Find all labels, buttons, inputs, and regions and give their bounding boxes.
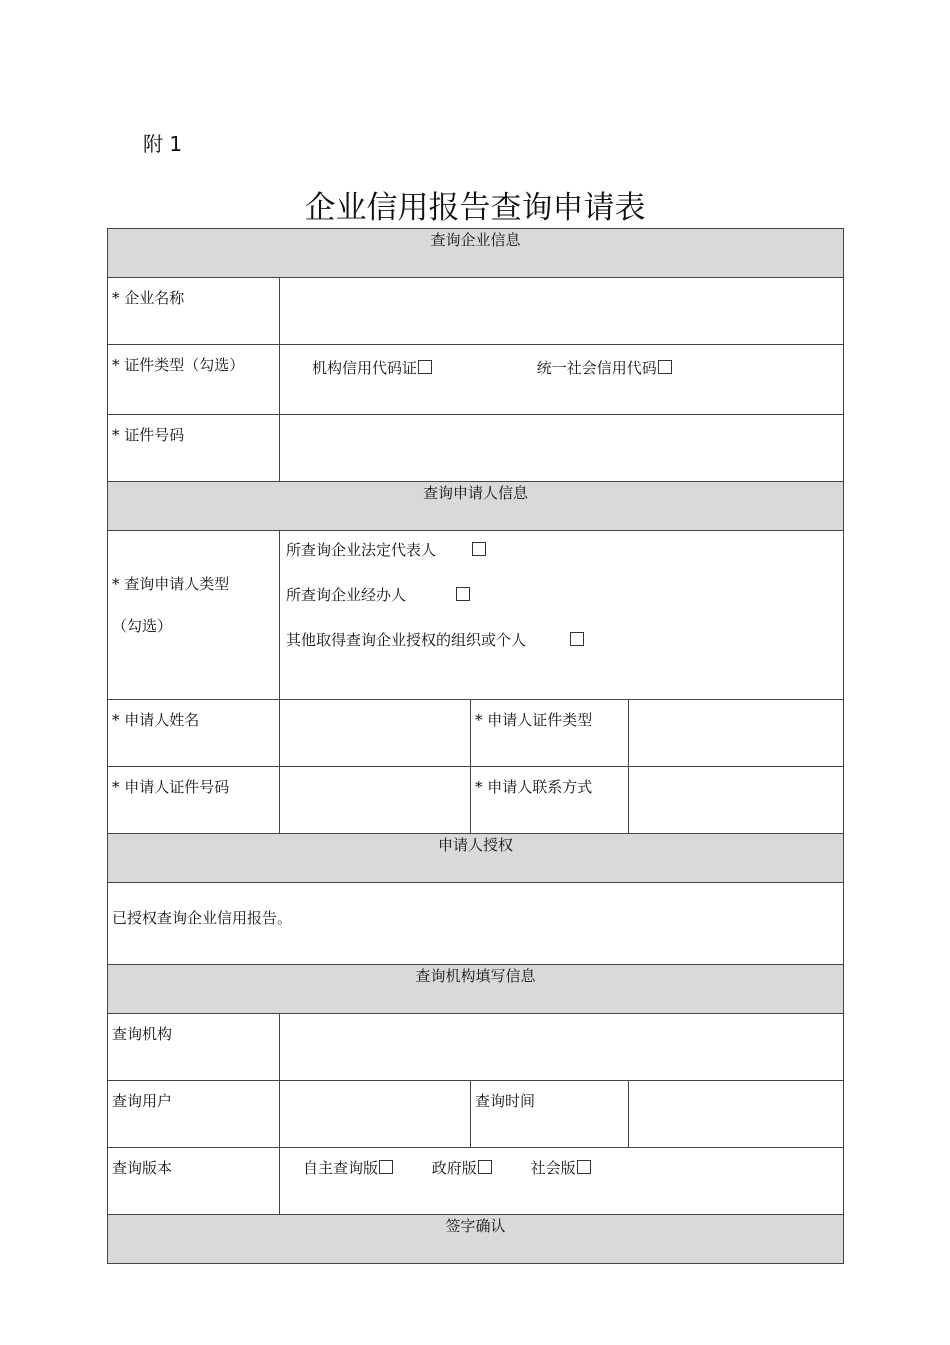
id-number-field[interactable] xyxy=(280,415,844,482)
checkbox-icon[interactable] xyxy=(379,1160,393,1174)
section-authorization xyxy=(108,834,844,883)
row-id-number xyxy=(108,415,844,482)
section-applicant xyxy=(108,482,844,531)
query-time-label: 查询时间 xyxy=(471,1081,629,1148)
id-type-options xyxy=(280,345,844,415)
checkbox-icon[interactable] xyxy=(472,542,486,556)
page-title: 企业信用报告查询申请表 xyxy=(304,190,646,226)
id-type-option-org-code[interactable]: 机构信用代码证 xyxy=(312,357,432,378)
enterprise-name-label: * 企业名称 xyxy=(108,278,280,345)
row-authorization xyxy=(108,883,844,965)
checkbox-icon[interactable] xyxy=(577,1160,591,1174)
query-version-options xyxy=(280,1148,844,1215)
id-type-label: * 证件类型（勾选） xyxy=(108,345,280,415)
section-institution xyxy=(108,965,844,1014)
row-applicant-type xyxy=(108,531,844,700)
query-user-field[interactable] xyxy=(280,1081,471,1148)
applicant-type-option-authorized[interactable]: 其他取得查询企业授权的组织或个人 xyxy=(286,627,843,672)
query-org-label: 查询机构 xyxy=(108,1014,280,1081)
section-header: 查询申请人信息 xyxy=(108,482,844,531)
applicant-contact-field[interactable] xyxy=(629,767,844,834)
row-query-org xyxy=(108,1014,844,1081)
version-option-self[interactable]: 自主查询版 xyxy=(303,1157,393,1178)
application-form xyxy=(107,228,844,1264)
checkbox-icon[interactable] xyxy=(570,632,584,646)
query-user-label: 查询用户 xyxy=(108,1081,280,1148)
row-id-type xyxy=(108,345,844,415)
section-header: 查询机构填写信息 xyxy=(108,965,844,1014)
id-number-label: * 证件号码 xyxy=(108,415,280,482)
version-option-social[interactable]: 社会版 xyxy=(531,1157,591,1178)
authorization-text: 已授权查询企业信用报告。 xyxy=(108,883,844,965)
row-query-user xyxy=(108,1081,844,1148)
applicant-cert-number-label: * 申请人证件号码 xyxy=(108,767,280,834)
applicant-name-field[interactable] xyxy=(280,700,471,767)
query-org-field[interactable] xyxy=(280,1014,844,1081)
id-type-option-social-code[interactable]: 统一社会信用代码 xyxy=(537,357,672,378)
checkbox-icon[interactable] xyxy=(456,587,470,601)
checkbox-icon[interactable] xyxy=(418,360,432,374)
enterprise-name-field[interactable] xyxy=(280,278,844,345)
section-header: 申请人授权 xyxy=(108,834,844,883)
applicant-cert-type-label: * 申请人证件类型 xyxy=(471,700,629,767)
section-signature xyxy=(108,1215,844,1264)
applicant-type-option-agent[interactable]: 所查询企业经办人 xyxy=(286,582,843,627)
section-enterprise xyxy=(108,229,844,278)
applicant-name-label: * 申请人姓名 xyxy=(108,700,280,767)
applicant-type-option-legal-rep[interactable]: 所查询企业法定代表人 xyxy=(286,537,843,582)
row-applicant-name xyxy=(108,700,844,767)
section-header: 查询企业信息 xyxy=(108,229,844,278)
applicant-cert-type-field[interactable] xyxy=(629,700,844,767)
row-query-version xyxy=(108,1148,844,1215)
row-applicant-cert xyxy=(108,767,844,834)
annex-label: 附 1 xyxy=(143,132,183,156)
applicant-type-label: * 查询申请人类型 （勾选） xyxy=(108,531,280,700)
version-option-government[interactable]: 政府版 xyxy=(432,1157,492,1178)
row-enterprise-name xyxy=(108,278,844,345)
checkbox-icon[interactable] xyxy=(658,360,672,374)
applicant-type-options xyxy=(280,531,844,700)
section-header: 签字确认 xyxy=(108,1215,844,1264)
query-time-field[interactable] xyxy=(629,1081,844,1148)
query-version-label: 查询版本 xyxy=(108,1148,280,1215)
checkbox-icon[interactable] xyxy=(478,1160,492,1174)
applicant-cert-number-field[interactable] xyxy=(280,767,471,834)
applicant-contact-label: * 申请人联系方式 xyxy=(471,767,629,834)
